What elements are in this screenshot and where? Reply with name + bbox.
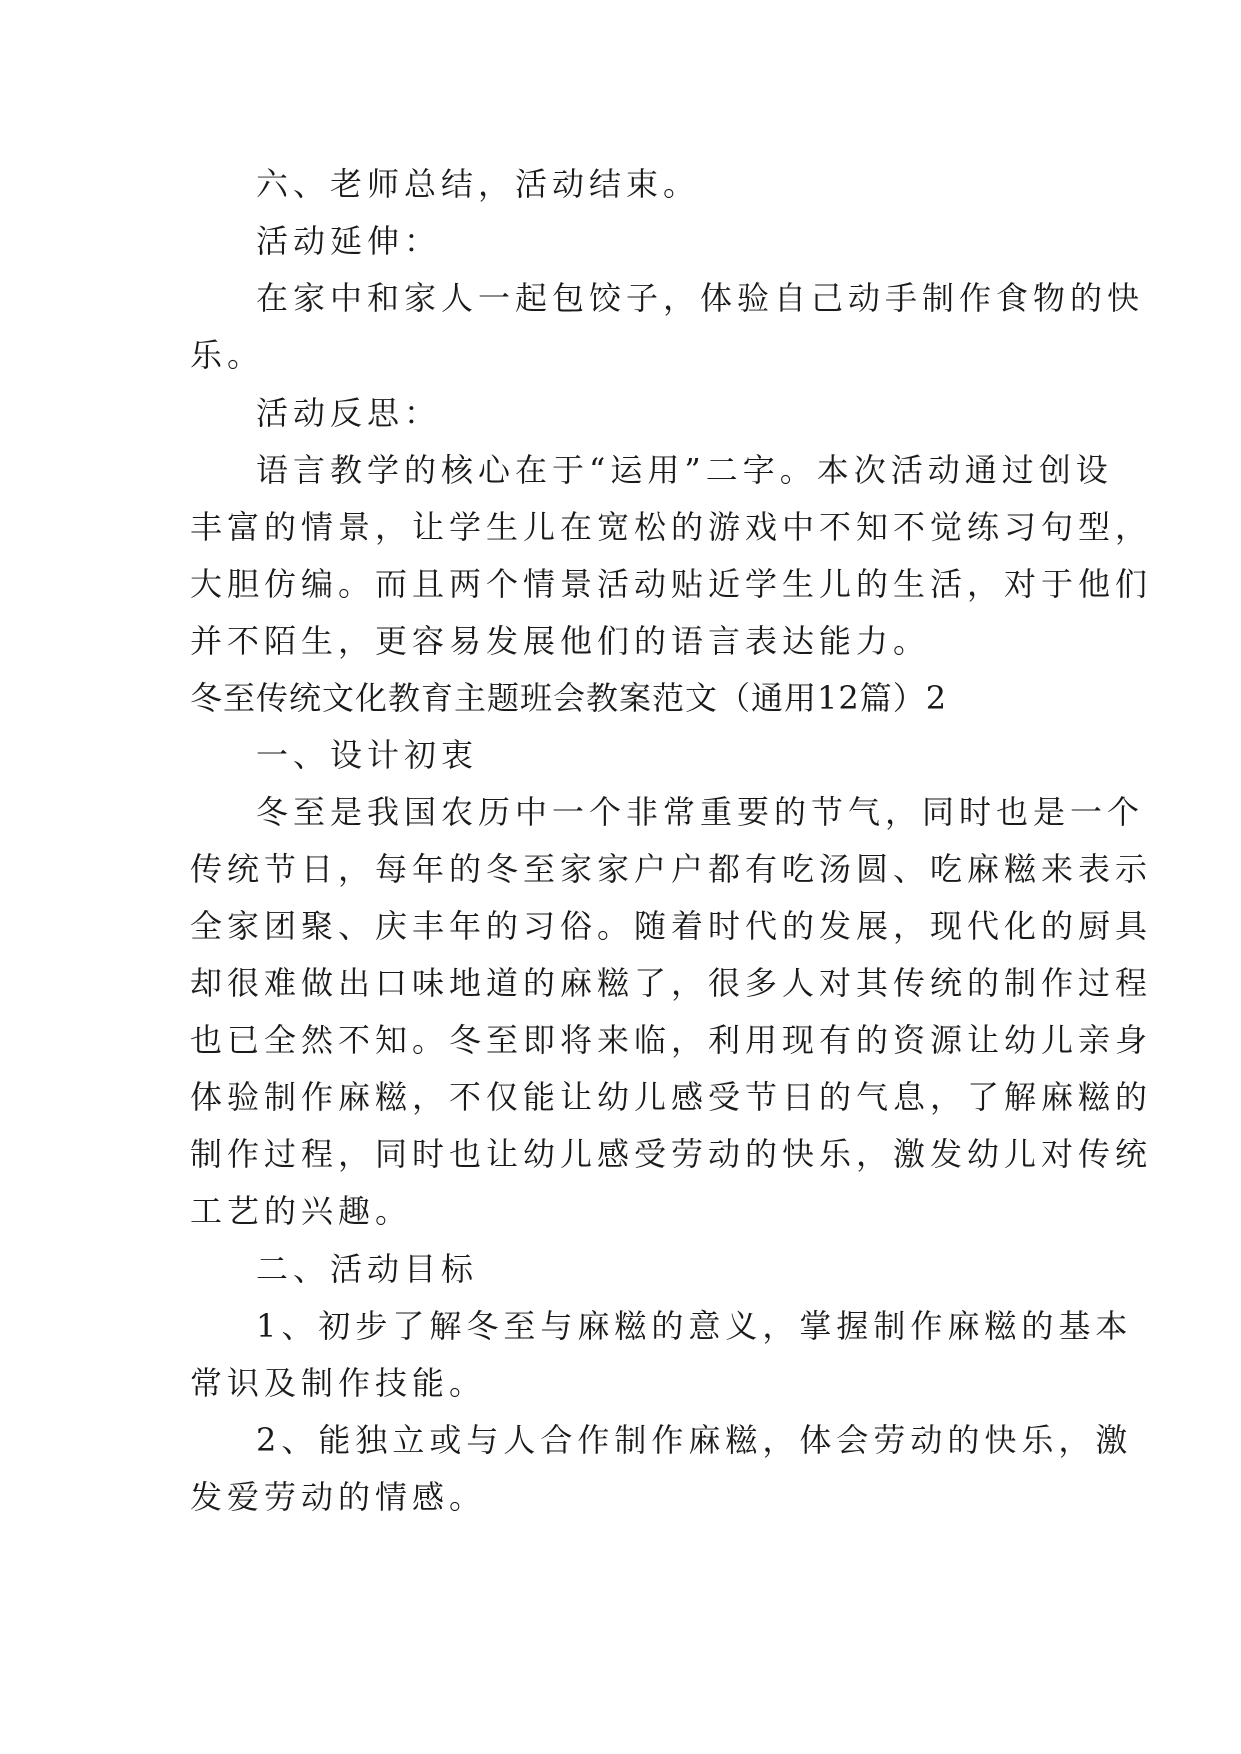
- paragraph-line: 常识及制作技能。: [190, 1364, 487, 1402]
- section-heading-extension: 活动延伸：: [256, 222, 442, 260]
- paragraph-line: 传统节日，每年的冬至家家户户都有吃汤圆、吃麻糍来表示: [190, 850, 1153, 888]
- paragraph-line: 也已全然不知。冬至即将来临，利用现有的资源让幼儿亲身: [190, 1021, 1153, 1059]
- paragraph-line: 全家团聚、庆丰年的习俗。随着时代的发展，现代化的厨具: [190, 907, 1153, 945]
- section-heading-design: 一、设计初衷: [256, 736, 479, 774]
- section-heading-reflection: 活动反思：: [256, 394, 442, 432]
- paragraph-line: 却很难做出口味地道的麻糍了，很多人对其传统的制作过程: [190, 964, 1153, 1002]
- paragraph-line: 体验制作麻糍，不仅能让幼儿感受节日的气息，了解麻糍的: [190, 1078, 1153, 1116]
- paragraph-line: 语言教学的核心在于“运用”二字。本次活动通过创设: [256, 451, 1113, 489]
- paragraph-line: 制作过程，同时也让幼儿感受劳动的快乐，激发幼儿对传统: [190, 1135, 1153, 1173]
- paragraph-line: 乐。: [190, 336, 265, 374]
- paragraph-line: 工艺的兴趣。: [190, 1192, 413, 1230]
- list-item-goal-1: 1、初步了解冬至与麻糍的意义，掌握制作麻糍的基本: [256, 1307, 1133, 1345]
- paragraph-line: 发爱劳动的情感。: [190, 1478, 487, 1516]
- document-title: 冬至传统文化教育主题班会教案范文（通用12篇）2: [190, 679, 948, 717]
- paragraph-line: 在家中和家人一起包饺子，体验自己动手制作食物的快: [256, 279, 1145, 317]
- paragraph-line: 丰富的情景，让学生儿在宽松的游戏中不知不觉练习句型，: [190, 508, 1153, 546]
- paragraph-line: 冬至是我国农历中一个非常重要的节气，同时也是一个: [256, 793, 1145, 831]
- section-heading-summary: 六、老师总结，活动结束。: [256, 165, 701, 203]
- section-heading-goals: 二、活动目标: [256, 1250, 479, 1288]
- list-item-goal-2: 2、能独立或与人合作制作麻糍，体会劳动的快乐，激: [256, 1421, 1133, 1459]
- paragraph-line: 大胆仿编。而且两个情景活动贴近学生儿的生活，对于他们: [190, 565, 1153, 603]
- paragraph-line: 并不陌生，更容易发展他们的语言表达能力。: [190, 622, 931, 660]
